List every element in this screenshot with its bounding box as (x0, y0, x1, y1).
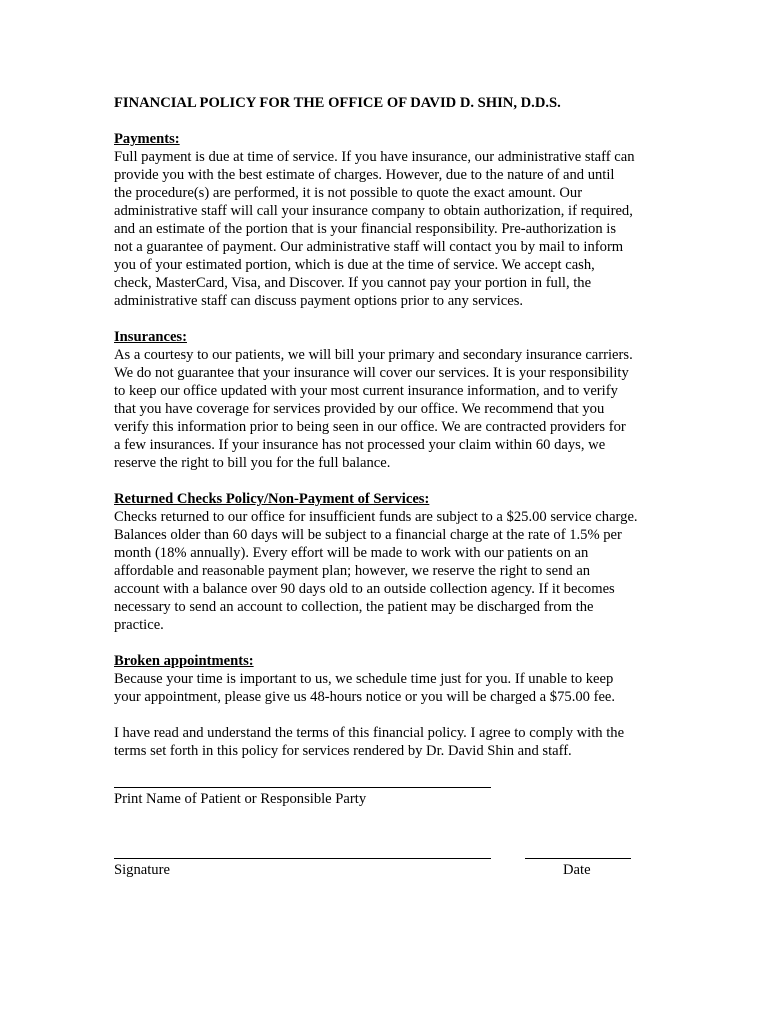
section-body-insurances: As a courtesy to our patients, we will bill your primary and secondary insurance carriers. We do not guarantee that your insurance will cover our services. It is your responsibility to keep our office updated with your most current insurance information, and to verify that you have coverage for services provided by our office. We recommend that you verify this information prior to being seen in our office. We are contracted providers for a few insurances. If your insurance has not processed your claim within 60 days, we reserve the right to bill you for the full balance. (114, 347, 633, 471)
section-returned-checks (114, 490, 674, 634)
section-broken-appointments (114, 652, 674, 706)
section-heading-returned-checks: Returned Checks Policy/Non-Payment of Services: (114, 491, 430, 507)
section-body-returned-checks: Checks returned to our office for insufficient funds are subject to a $25.00 service charge. Balances older than 60 days will be subject to a financial charge at the rate of 1.5% per month (18% annually). Every effort will be made to work with our patients on an affordable and reasonable payment plan; however, we reserve the right to send an account with a balance over 90 days old to an outside collection agency. If it becomes necessary to send an account to collection, the patient may be discharged from the practice. (114, 509, 638, 633)
acknowledgement-text: I have read and understand the terms of this financial policy. I agree to comply with the terms set forth in this policy for services rendered by Dr. David Shin and staff. (114, 725, 625, 759)
section-body-payments: Full payment is due at time of service. If you have insurance, our administrative staff can provide you with the best estimate of charges. However, due to the nature of and until the procedure(s) are performed, it is not possible to quote the exact amount. Our administrative staff will call your insurance company to obtain authorization, if required, and an estimate of the portion that is your financial responsibility. Pre-authorization is not a guarantee of payment. Our administrative staff will contact you by mail to inform you of your estimated portion, which is due at the time of service. We accept cash, check, MasterCard, Visa, and Discover. If you cannot pay your portion in full, the administrative staff can discuss payment options prior to any services. (114, 149, 635, 309)
section-heading-payments: Payments: (114, 131, 180, 147)
section-heading-broken-appointments: Broken appointments: (114, 653, 254, 669)
section-heading-insurances: Insurances: (114, 329, 187, 345)
section-payments (114, 130, 674, 310)
policy-document (114, 94, 674, 760)
date-line[interactable] (525, 858, 631, 859)
date-label: Date (563, 862, 591, 878)
signature-label: Signature (114, 862, 170, 878)
document-title: FINANCIAL POLICY FOR THE OFFICE OF DAVID D. SHIN, D.D.S. (114, 95, 561, 111)
print-name-label: Print Name of Patient or Responsible Party (114, 791, 367, 807)
section-body-broken-appointments: Because your time is important to us, we schedule time just for you. If unable to keep your appointment, please give us 48-hours notice or you will be charged a $75.00 fee. (114, 671, 616, 705)
print-name-line[interactable] (114, 787, 491, 788)
section-insurances (114, 328, 674, 472)
signature-line[interactable] (114, 858, 491, 859)
